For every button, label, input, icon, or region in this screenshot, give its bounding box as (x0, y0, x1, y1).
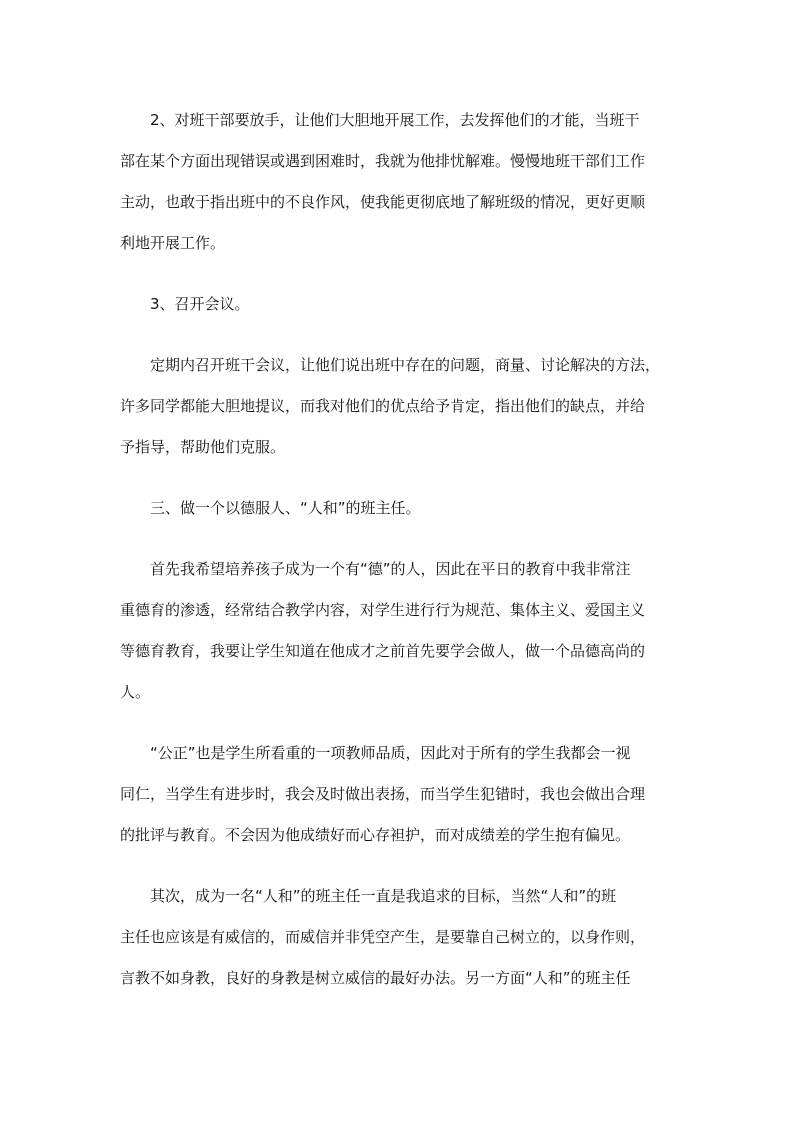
text-line: 许多同学都能大胆地提议，而我对他们的优点给予肯定，指出他们的缺点，并给 (120, 397, 646, 415)
paragraph-meeting-heading (120, 284, 682, 325)
text-line: 等德育教育，我要让学生知道在他成才之前首先要学会做人，做一个品德高尚的 (120, 642, 646, 660)
text-line: 首先我希望培养孩子成为一个有“德”的人，因此在平日的教育中我非常注 (150, 560, 631, 578)
text-line: 重德育的渗透，经常结合教学内容，对学生进行行为规范、集体主义、爱国主义 (120, 601, 646, 619)
text-line: 予指导，帮助他们克服。 (120, 438, 286, 456)
text-line: 部在某个方面出现错误或遇到困难时，我就为他排忧解难。慢慢地班干部们工作 (120, 152, 646, 170)
text-line: 3、召开会议。 (150, 295, 250, 313)
text-line: 三、做一个以德服人、“人和”的班主任。 (150, 499, 421, 517)
text-line: 定期内召开班干会议，让他们说出班中存在的问题，商量、讨论解决的方法， (150, 356, 661, 374)
text-line: 2、对班干部要放手，让他们大胆地开展工作，去发挥他们的才能，当班干 (150, 111, 640, 129)
paragraph-cadre-delegation (120, 100, 682, 264)
paragraph-harmony (120, 876, 682, 999)
text-line: 其次，成为一名“人和”的班主任一直是我追求的目标，当然“人和”的班 (150, 887, 617, 905)
text-line: 主任也应该是有威信的，而威信并非凭空产生，是要靠自己树立的，以身作则， (120, 928, 646, 946)
paragraph-meeting-body (120, 345, 682, 468)
text-line: 主动，也敢于指出班中的不良作风，使我能更彻底地了解班级的情况，更好更顺 (120, 193, 646, 211)
text-line: 同仁，当学生有进步时，我会及时做出表扬，而当学生犯错时，我也会做出合理 (120, 785, 646, 803)
paragraph-moral-education (120, 549, 682, 713)
text-line: 人。 (120, 683, 151, 701)
text-line: 的批评与教育。不会因为他成绩好而心存袒护，而对成绩差的学生抱有偏见。 (120, 826, 631, 844)
text-line: 利地开展工作。 (120, 234, 226, 252)
section-heading-three (120, 488, 682, 529)
text-line: “公正”也是学生所看重的一项教师品质，因此对于所有的学生我都会一视 (150, 744, 631, 762)
text-line: 言教不如身教，良好的身教是树立威信的最好办法。另一方面“人和”的班主任 (120, 969, 631, 987)
document-body (120, 100, 682, 1019)
paragraph-fairness (120, 733, 682, 856)
